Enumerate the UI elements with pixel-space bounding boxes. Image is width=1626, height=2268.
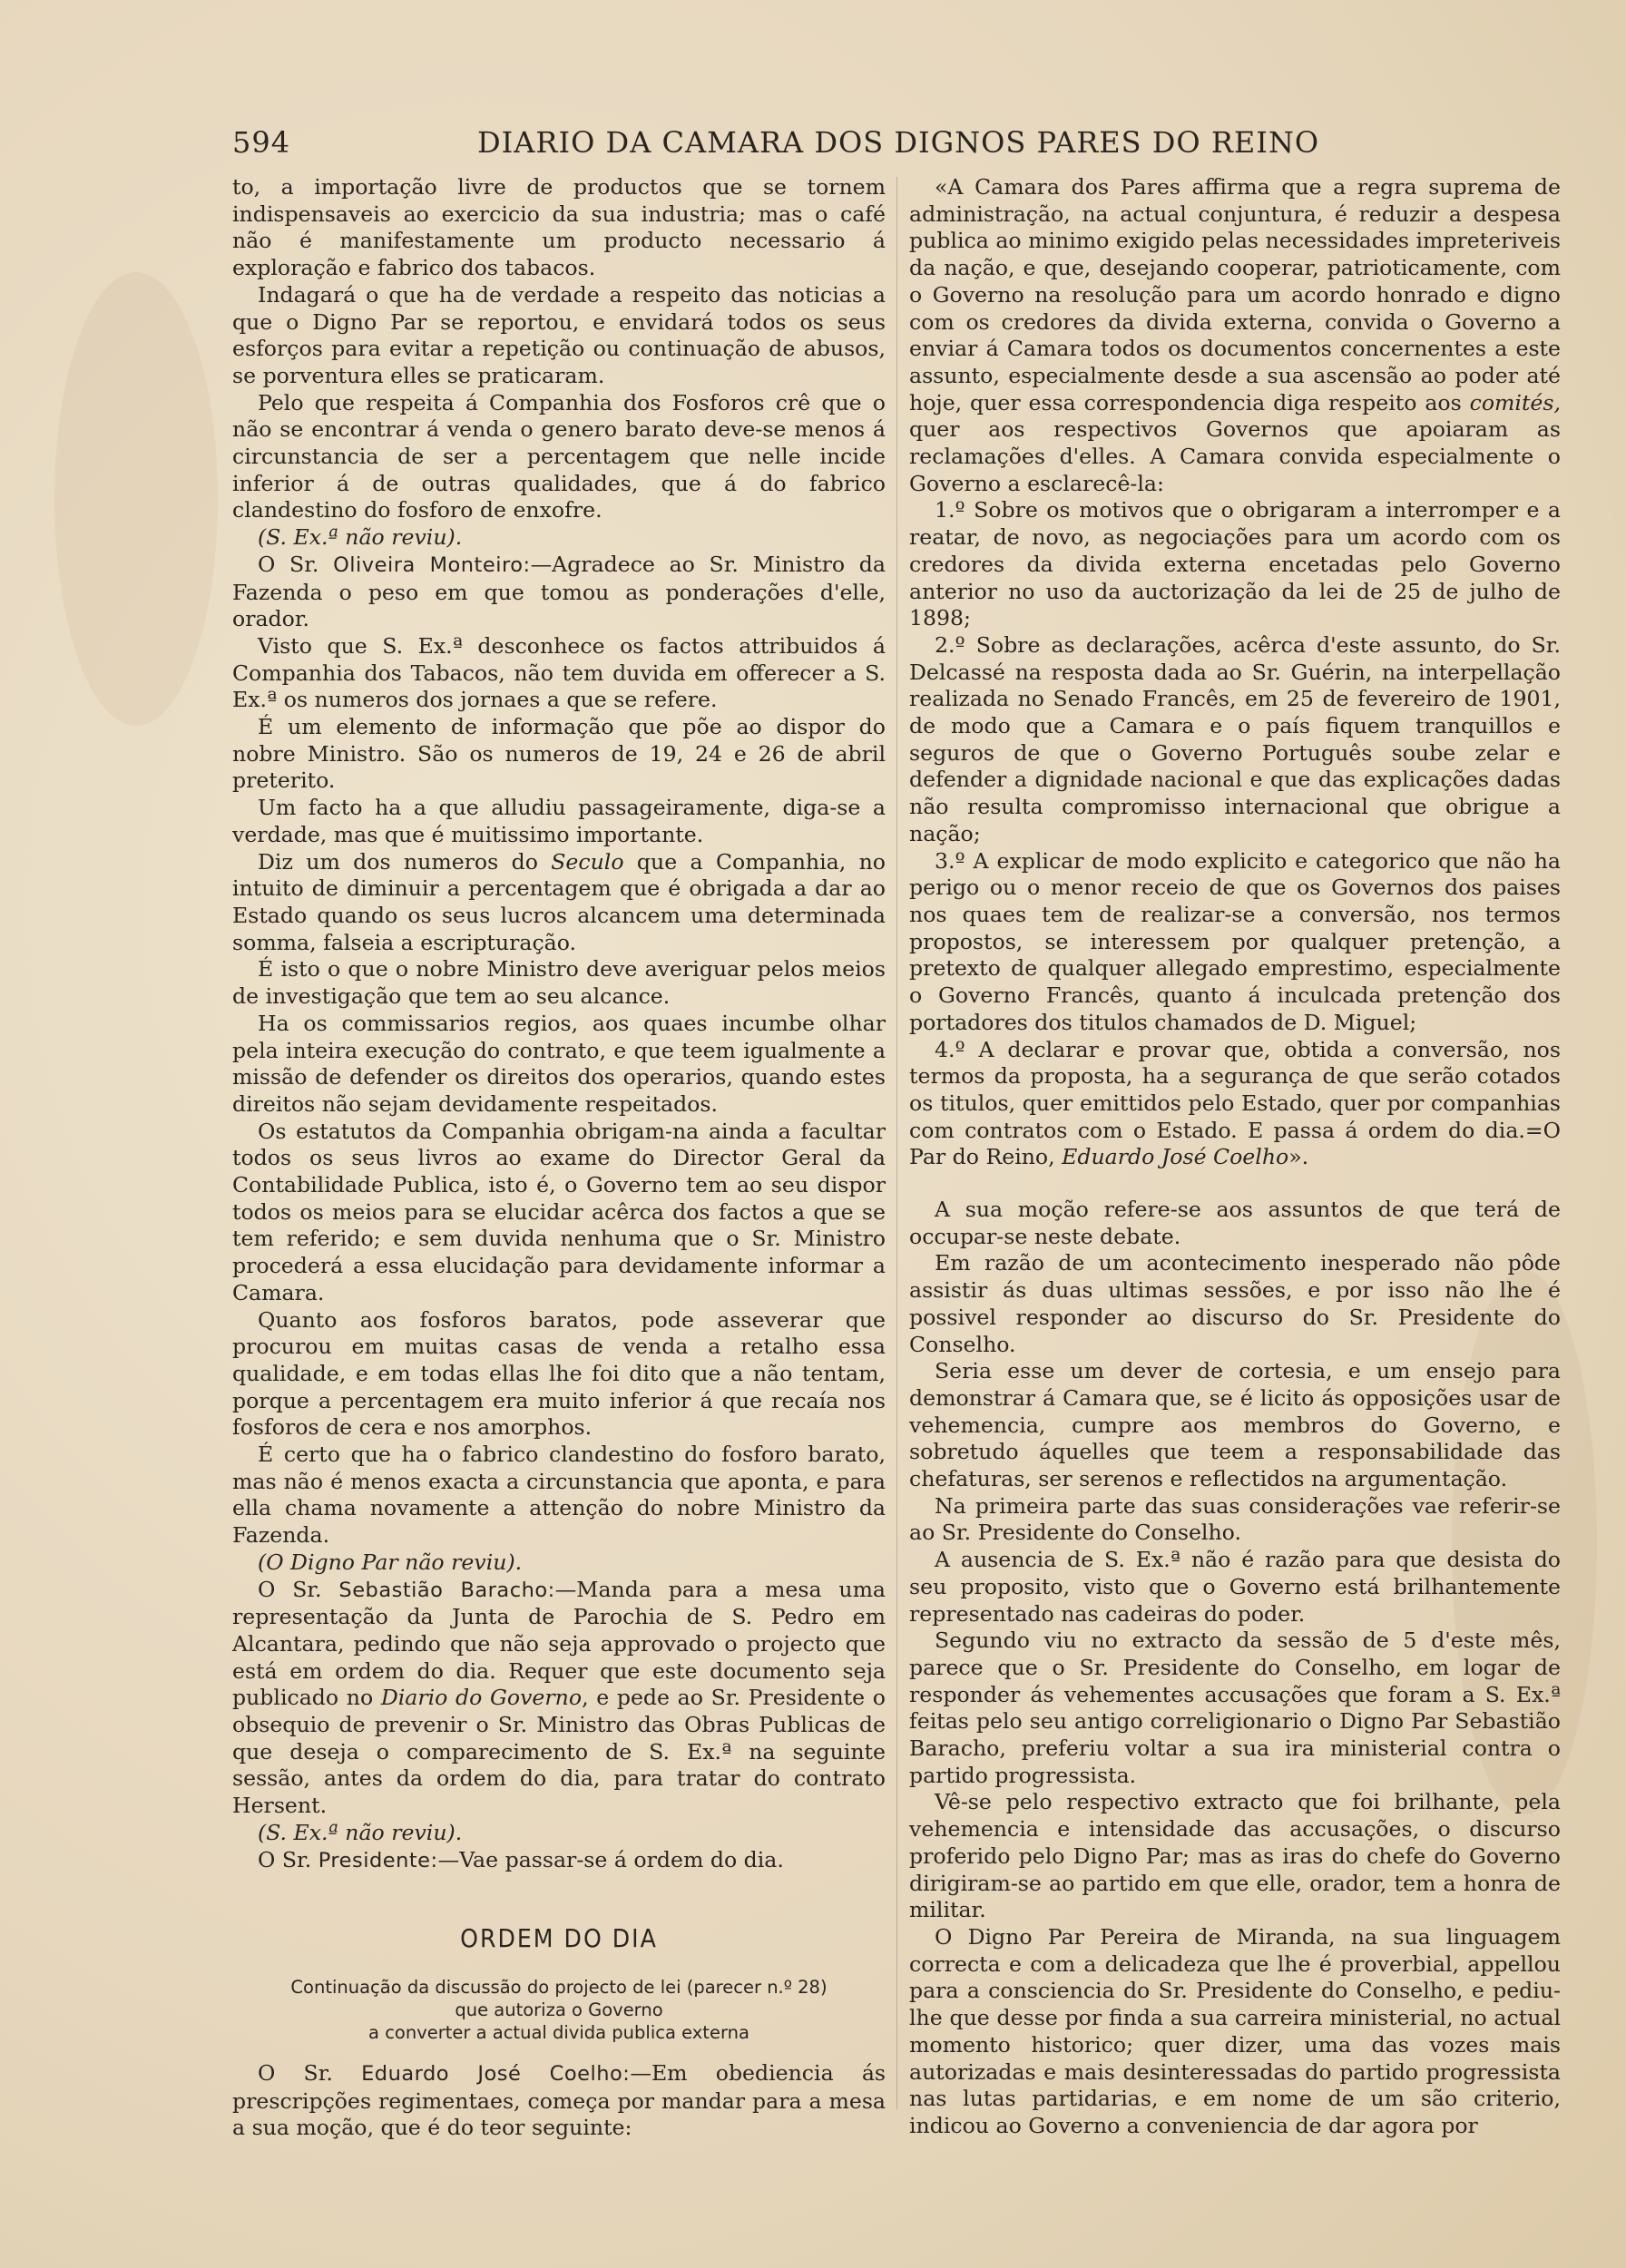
paragraph: Pelo que respeita á Companhia dos Fosforos crê que o não se encontrar á venda o genero barato deve-se menos á circunstancia de ser a percentagem que nelle incide inferior á de outras qualidades, que á do fabrico clandestino do fosforo de enxofre. xyxy=(232,389,886,523)
subheading-line: a converter a actual divida publica externa xyxy=(368,2022,749,2043)
newspaper-title: Seculo xyxy=(551,848,624,875)
speaker-prefix: O Sr. xyxy=(258,1846,312,1872)
page-header xyxy=(232,125,1320,171)
text-run: Diz um dos numeros do xyxy=(258,848,552,875)
paragraph: Um facto ha a que alludiu passageiramente, diga-se a verdade, mas que é muitissimo importante. xyxy=(232,795,886,847)
spacer xyxy=(909,1171,1561,1197)
text-run: que a Companhia, no intuito de diminuir a percentagem que é obrigada a dar ao Estado quando os seus lucros alcancem uma determinada somma, falseia a escripturação. xyxy=(232,848,886,955)
subheading-line: que autoriza o Governo xyxy=(455,1999,663,2020)
signature-name: Eduardo José Coelho xyxy=(1062,1144,1289,1170)
text-run: 4.º A declarar e provar que, obtida a conversão, nos termos da proposta, ha a segurança de que serão cotados os titulos, quer emittidos pelo Estado, quer por companhias com contratos com o Estado. E passa á ordem do dia.=O Par do Reino, xyxy=(909,1036,1561,1170)
paragraph: to, a importação livre de productos que se tornem indispensaveis ao exercicio da sua industria; mas o café não é manifestamente um producto necessario á exploração e fabrico dos tabacos. xyxy=(232,174,886,281)
paragraph: Na primeira parte das suas considerações vae referir-se ao Sr. Presidente do Conselho. xyxy=(909,1492,1561,1546)
speaker-name: Presidente: xyxy=(318,1848,438,1872)
revision-note: (S. Ex.ª não reviu). xyxy=(258,524,463,551)
speaker-name: Sebastião Baracho: xyxy=(338,1578,555,1602)
paragraph: É isto o que o nobre Ministro deve averiguar pelos meios de investigação que tem ao seu alcance. xyxy=(232,956,886,1010)
foreign-term: comités, xyxy=(1469,389,1561,415)
speech-paragraph xyxy=(232,1847,886,1875)
paragraph: Os estatutos da Companhia obrigam-na ainda a facultar todos os seus livros ao exame do Director Geral da Contabilidade Publica, isto é, o Governo tem ao seu dispor todos os meios para se elucidar acêrca dos factos a que se tem referido; e sem duvida nenhuma que o Sr. Ministro procederá a essa elucidação para devidamente informar a Camara. xyxy=(232,1118,886,1305)
speaker-prefix: O Sr. xyxy=(258,2060,333,2086)
motion-item: 1.º Sobre os motivos que o obrigaram a interromper e a reatar, de novo, as negociações para um acordo com os credores da divida externa encetadas pelo Governo anterior no uso da auctorização da lei de 25 de julho de 1898; xyxy=(909,497,1561,631)
motion-item: 3.º A explicar de modo explicito e categorico que não ha perigo ou o menor receio de que os Governos dos paises nos quaes tem de realizar-se a conversão, nos termos propostos, se interessem por qualquer pretenção, a pretexto de qualquer allegado emprestimo, especialmente o Governo Francês, quanto á inculcada pretenção dos portadores dos titulos chamados de D. Miguel; xyxy=(909,847,1561,1035)
paragraph: É certo que ha o fabrico clandestino do fosforo barato, mas não é menos exacta a circunstancia que aponta, e para ella chama novamente a attenção do nobre Ministro da Fazenda. xyxy=(232,1442,886,1549)
revision-note: (O Digno Par não reviu). xyxy=(258,1549,523,1575)
speech-paragraph xyxy=(232,1577,886,1820)
paragraph: Em razão de um acontecimento inesperado não pôde assistir ás duas ultimas sessões, e por isso não lhe é possivel responder ao discurso do Sr. Presidente do Conselho. xyxy=(909,1250,1561,1357)
paragraph: Vê-se pelo respectivo extracto que foi brilhante, pela vehemencia e intensidade das accusações, o discurso proferido pelo Digno Par; mas as iras do chefe do Governo dirigiram-se ao partido em que elle, orador, tem a honra de militar. xyxy=(909,1789,1561,1923)
running-title: DIARIO DA CAMARA DOS DIGNOS PARES DO REINO xyxy=(477,125,1320,160)
paragraph: A sua moção refere-se aos assuntos de que terá de occupar-se neste debate. xyxy=(909,1197,1561,1249)
right-column xyxy=(909,174,1561,2138)
motion-item xyxy=(909,1037,1561,1172)
paragraph: Segundo viu no extracto da sessão de 5 d'este mês, parece que o Sr. Presidente do Conselho, em logar de responder ás vehementes accusações que foram a S. Ex.ª feitas pelo seu antigo correligionario o Digno Par Sebastião Baracho, preferiu voltar a sua ira ministerial contra o partido progressista. xyxy=(909,1628,1561,1788)
paragraph: Seria esse um dever de cortesia, e um ensejo para demonstrar á Camara que, se é licito ás opposições usar de vehemencia, cumpre aos membros do Governo, e sobretudo áquelles que teem a responsabilidade das chefaturas, ser serenos e reflectidos na argumentação. xyxy=(909,1358,1561,1492)
paragraph: Quanto aos fosforos baratos, pode asseverar que procurou em muitas casas de venda a retalho essa qualidade, e em todas ellas lhe foi dito que a não tentam, porque a percentagem era muito inferior á que recaía nos fosforos de cera e nos amorphos. xyxy=(232,1306,886,1441)
speaker-prefix: O Sr. xyxy=(258,1576,322,1602)
speech-text: —Em obediencia ás prescripções regimentaes, começa por mandar para a mesa a sua moção, que é do teor seguinte: xyxy=(232,2060,886,2141)
section-subheading xyxy=(232,1976,886,2044)
speech-text: —Manda para a mesa uma representação da Junta de Parochia de S. Pedro em Alcantara, pedindo que não seja approvado o projecto que está em ordem do dia. Requer que este documento seja publicado no xyxy=(232,1576,886,1711)
text-run: «A Camara dos Pares affirma que a regra suprema de administração, na actual conjuntura, é reduzir a despesa publica ao minimo exigido pelas necessidades impreteriveis da nação, e que, desejando cooperar, patrioticamente, com o Governo na resolução para um acordo honrado e digno com os credores da divida externa, convida o Governo a enviar á Camara todos os documentos concernentes a este assunto, especialmente desde a sua ascensão ao poder até hoje, quer essa correspondencia diga respeito aos xyxy=(909,174,1561,415)
paragraph: Visto que S. Ex.ª desconhece os factos attribuidos á Companhia dos Tabacos, não tem duvida em offerecer a S. Ex.ª os numeros dos jornaes a que se refere. xyxy=(232,632,886,713)
section-heading: ORDEM DO DIA xyxy=(460,1923,658,1954)
publication-title: Diario do Governo xyxy=(380,1685,583,1711)
paragraph: Ha os commissarios regios, aos quaes incumbe olhar pela inteira execução do contrato, e que teem igualmente a missão de defender os direitos dos operarios, quando estes direitos não sejam devidamente respeitados. xyxy=(232,1010,886,1117)
speech-text: , e pede ao Sr. Presidente o obsequio de prevenir o Sr. Ministro das Obras Publicas de que deseja o comparecimento de S. Ex.ª na seguinte sessão, antes da ordem do dia, para tratar do contrato Hersent. xyxy=(232,1685,886,1819)
speech-paragraph xyxy=(232,552,886,633)
left-column xyxy=(232,174,886,2141)
column-divider xyxy=(896,177,897,2109)
page-number: 594 xyxy=(232,125,291,160)
motion-item: 2.º Sobre as declarações, acêrca d'este assunto, do Sr. Delcassé na resposta dada ao Sr. Guérin, na interpellação realizada no Senado Francês, em 25 de fevereiro de 1901, de modo que a Camara e o país fiquem tranquillos e seguros de que o Governo Português soube zelar e defender a dignidade nacional e que das explicações dadas não resulta compromisso internacional que obrigue a nação; xyxy=(909,631,1561,846)
speech-text: —Agradece ao Sr. Ministro da Fazenda o peso em que tomou as ponderações d'elle, orador. xyxy=(232,551,886,632)
revision-note: (S. Ex.ª não reviu). xyxy=(258,1819,463,1845)
speech-text: —Vae passar-se á ordem do dia. xyxy=(437,1846,784,1872)
text-run: ». xyxy=(1288,1144,1309,1170)
paragraph: É um elemento de informação que põe ao dispor do nobre Ministro. São os numeros de 19, 24 e 26 de abril preterito. xyxy=(232,714,886,794)
speaker-name: Oliveira Monteiro: xyxy=(333,552,531,577)
speaker-name: Eduardo José Coelho: xyxy=(361,2062,631,2086)
speech-paragraph xyxy=(232,2060,886,2142)
paragraph: O Digno Par Pereira de Miranda, na sua linguagem correcta e com a delicadeza que lhe é proverbial, appellou para a consciencia do Sr. Presidente do Conselho, e pediu-lhe que desse por finda a sua carreira ministerial, no actual momento historico; quer dizer, uma das vozes mais autorizadas e mais desinteressadas do partido progressista nas lutas partidarias, e em nome de um são criterio, indicou ao Governo a conveniencia de dar agora por xyxy=(909,1924,1561,2138)
paragraph: Indagará o que ha de verdade a respeito das noticias a que o Digno Par se reportou, e envidará todos os seus esforços para evitar a repetição ou continuação de abusos, se porventura elles se praticaram. xyxy=(232,281,886,388)
paragraph xyxy=(232,849,886,957)
paragraph: A ausencia de S. Ex.ª não é razão para que desista do seu proposito, visto que o Governo está brilhantemente representado nas cadeiras do poder. xyxy=(909,1547,1561,1627)
motion-paragraph xyxy=(909,174,1561,497)
subheading-line: Continuação da discussão do projecto de lei (parecer n.º 28) xyxy=(290,1977,828,1998)
speaker-prefix: O Sr. xyxy=(258,551,319,577)
text-run: quer aos respectivos Governos que apoiaram as reclamações d'elles. A Camara convida especialmente o Governo a esclarecê-la: xyxy=(909,416,1561,496)
